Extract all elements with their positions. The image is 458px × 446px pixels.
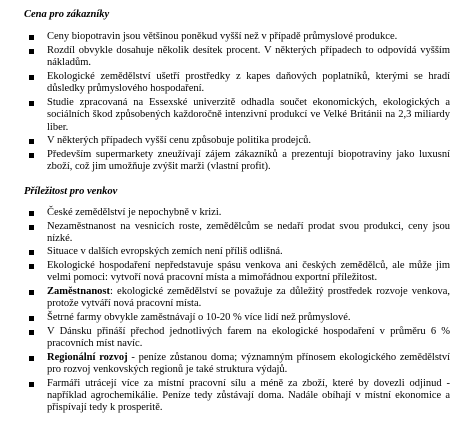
countryside-bullet-list <box>12 207 450 415</box>
list-item <box>26 326 450 351</box>
list-item: Studie zpracovaná na Essexské univerzitě odhadla součet ekonomických, ekologických a sociálních škod způsobených každoročně intenzivní produkcí ve Velké Británii na 2,3 miliardy liber. <box>26 97 450 134</box>
list-item <box>26 286 450 311</box>
section-heading-countryside: Příležitost pro venkov <box>24 185 118 197</box>
item-text: Ekologické hospodaření nepředstavuje spásu venkova ani českých zemědělců, ale může jim velmi pomoci: vytvoří nová pracovní místa a mimořádnou exportní příležitost. <box>47 260 450 284</box>
list-item <box>26 260 450 285</box>
item-text: V Dánsku přináší přechod jednotlivých farem na ekologické hospodaření v průměru 6 % pracovních míst navíc. <box>47 325 450 350</box>
item-text: Situace v dalších evropských zemích není příliš odlišná. <box>47 246 283 258</box>
item-text: Nezaměstnanost na vesnicích roste, zemědělcům se nedaří prodat svou produkci, ceny jsou nízké. <box>47 220 450 244</box>
item-lead: Regionální rozvoj <box>47 351 128 363</box>
list-item <box>26 378 450 415</box>
list-item <box>26 221 450 246</box>
list-item <box>26 246 450 258</box>
list-item: Rozdíl obvykle dosahuje několik desítek procent. V některých případech to odpovídá vyšším nákladům. <box>26 45 450 70</box>
list-item <box>26 207 450 219</box>
item-text: České zemědělství je nepochybně v krizi. <box>47 206 222 218</box>
list-item: Ceny biopotravin jsou většinou poněkud vyšší než v případě průmyslové produkce. <box>26 31 450 43</box>
section-heading-price: Cena pro zákazníky <box>24 9 110 20</box>
item-text: Farmáři utrácejí více za místní pracovní sílu a méně za zboží, které by dovezli odjinud - například agrochemikálie. Peníze tedy zůstávají doma. Nadále obíhají v místní ekonomice a přispívají tedy k prosperitě. <box>47 377 450 414</box>
list-item <box>26 352 450 377</box>
item-text: : ekologické zemědělství se považuje za důležitý prostředek rozvoje venkova, protože vytváří nová pracovní místa. <box>47 286 450 310</box>
list-item: V některých případech vyšší cenu způsobuje politika prodejců. <box>26 135 450 147</box>
list-item <box>26 312 450 324</box>
list-item: Ekologické zemědělství ušetří prostředky z kapes daňových poplatníků, kterými se hradí důsledky průmyslového hospodaření. <box>26 71 450 96</box>
price-bullet-list <box>12 31 450 173</box>
item-text: - peníze zůstanou doma; významným přínosem ekologického zemědělství pro rozvoj venkovských regionů je také struktura výdajů. <box>47 351 450 376</box>
item-text: Šetrné farmy obvykle zaměstnávají o 10-20 % více lidí než průmyslové. <box>47 312 351 324</box>
item-lead: Zaměstnanost <box>47 286 111 298</box>
list-item: Především supermarkety zneužívají zájem zákazníků a prezentují biopotraviny jako luxusní zboží, což jim umožňuje zvýšit marži (vlastní profit). <box>26 149 450 174</box>
